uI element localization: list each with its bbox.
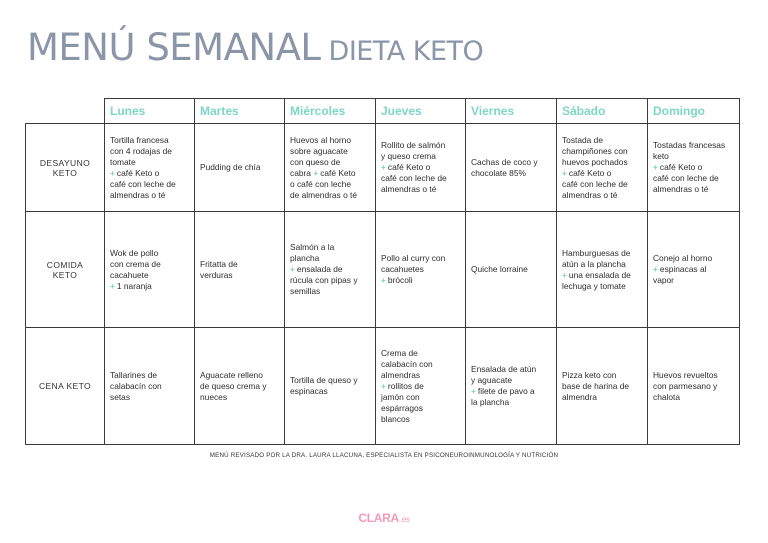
menu-cell-line: + café Keto o [653,162,703,172]
menu-cell-line: + café Keto o [110,167,160,178]
plus-icon: + [381,275,386,285]
plus-icon: + [381,162,386,172]
menu-cell-line: almendras [381,369,421,380]
menu-cell [285,212,376,328]
menu-cell-line: Huevos al horno [290,134,351,145]
menu-cell-line: champiñones con [562,145,628,156]
menu-cell-line: café con leche de [562,178,628,189]
menu-cell-line: Tallarines de [110,369,158,380]
menu-cell-line: almendras o té [653,184,709,194]
menu-cell [195,328,285,445]
menu-cell-line: Cachas de coco y [471,156,538,167]
menu-cell-line: base de harina de [562,380,630,391]
plus-icon: + [381,380,386,391]
menu-cell-line: Pizza keto con [562,369,617,380]
clara-logo [0,511,768,525]
menu-cell-line: rúcula con pipas y [290,275,358,285]
meal-label-line: DESAYUNO [39,157,91,168]
menu-cell-line: Hamburguesas de [562,247,631,258]
menu-cell-line: + café Keto o [562,167,612,178]
day-header-sabado: Sábado [557,99,648,124]
logo-name: CLARA [358,511,399,525]
plus-icon: + [562,269,567,280]
menu-cell-line: Tostada de [562,134,603,145]
menu-cell-line: keto [653,151,669,161]
plus-icon: + [313,167,319,178]
menu-cell-line: setas [110,391,131,402]
menu-cell [466,328,557,445]
menu-cell-line: de queso crema y [200,380,267,391]
reviewer-note: MENÚ REVISADO POR LA DRA. LAURA LLACUNA, ESPECIALISTA EN PSICONEUROINMUNOLOGÍA Y NUTRICIÓN [209,452,559,459]
menu-cell-line: Rollito de salmón [381,140,446,150]
plus-icon: + [653,162,658,172]
menu-cell-line: + filete de pavo a [471,386,535,396]
plus-icon: + [110,280,115,291]
menu-cell-line: + espinacas al [653,264,707,274]
plus-icon: + [562,167,567,178]
menu-cell-line: + café Keto o [381,162,431,172]
menu-cell-line: tomate [110,156,136,167]
meal-label-line: KETO [52,167,78,178]
dinner-row [26,328,740,445]
menu-cell-line: Tortilla de queso y [290,375,358,385]
menu-cell-line: café con leche de [381,173,447,183]
menu-cell-line: con queso de [290,156,341,167]
menu-cell-line: espinacas [290,386,328,396]
menu-cell-line: lechuga y tomate [562,280,626,291]
menu-cell-line: Huevos revueltos [653,369,718,380]
menu-cell-line: café con leche de [653,173,719,183]
day-header-miercoles: Miércoles [285,99,376,124]
menu-cell [648,328,740,445]
menu-cell-line: vapor [653,275,674,285]
day-header-domingo: Domingo [648,99,740,124]
menu-cell [195,212,285,328]
menu-cell-line: cacahuete [110,269,149,280]
menu-cell [648,212,740,328]
menu-cell [195,124,285,212]
plus-icon: + [290,264,295,274]
menu-cell-line: y aguacate [471,375,512,385]
menu-cell-line: calabacín con [110,380,162,391]
menu-cell-line: Salmón a la [290,242,335,252]
menu-cell-line: atún a la plancha [562,258,626,269]
menu-cell-line: la plancha [471,397,510,407]
meal-label [26,212,105,328]
menu-cell-line: huevos pochados [562,156,628,167]
menu-cell-line: Fritatta de [200,258,238,269]
menu-cell [557,212,648,328]
menu-cell-line: + ensalada de [290,264,343,274]
menu-cell-line: con parmesano y [653,380,718,391]
lunch-row [26,212,740,328]
menu-cell-line: cabra + café Keto [290,167,356,178]
menu-cell-line: + brócoli [381,275,413,285]
plus-icon: + [471,386,476,396]
menu-cell-line: chocolate 85% [471,167,526,178]
logo-suffix: .es [399,515,410,524]
menu-cell-line: nueces [200,391,228,402]
menu-cell-line: + rollitos de [381,380,424,391]
menu-cell-line: + una ensalada de [562,269,631,280]
corner-cell [26,99,105,124]
menu-cell [105,212,195,328]
menu-cell-line: Tortilla francesa [110,134,169,145]
meal-label-line: COMIDA [46,259,84,270]
menu-cell [285,124,376,212]
menu-cell-line: con crema de [110,258,161,269]
day-header-lunes: Lunes [105,99,195,124]
menu-cell-line: Aguacate relleno [200,369,263,380]
menu-cell-line: calabacín con [381,358,433,369]
menu-cell-line: + 1 naranja [110,280,152,291]
menu-cell-line: espárragos [381,402,423,413]
menu-cell-line: almendras o té [381,184,437,194]
plus-icon: + [110,167,115,178]
menu-cell [285,328,376,445]
menu-cell [648,124,740,212]
menu-cell-line: almendras o té [562,189,618,200]
title-sub: DIETA KETO [328,36,484,67]
menu-cell-line: Quiche lorraine [471,264,528,274]
meal-label [26,328,105,445]
menu-cell [466,124,557,212]
menu-cell-line: o café con leche [290,178,351,189]
menu-cell-line: chalota [653,391,681,402]
menu-cell-line: Wok de pollo [110,247,159,258]
menu-cell [376,124,466,212]
menu-cell [105,328,195,445]
menu-cell-line: blancos [381,413,410,424]
menu-cell-line: almendra [562,391,597,402]
meal-label [26,124,105,212]
page-title [27,26,483,69]
menu-cell-line: Pudding de chía [200,162,261,172]
menu-cell-line: verduras [200,269,233,280]
breakfast-row [26,124,740,212]
menu-cell [557,124,648,212]
menu-cell-line: Tostadas francesas [653,140,726,150]
day-header-martes: Martes [195,99,285,124]
menu-cell-line: Ensalada de atún [471,364,537,374]
menu-cell-line: con 4 rodajas de [110,145,172,156]
menu-cell [376,212,466,328]
day-header-viernes: Viernes [466,99,557,124]
menu-cell-line: plancha [290,253,320,263]
title-main: MENÚ SEMANAL [27,26,321,69]
menu-cell [466,212,557,328]
menu-cell-line: y queso crema [381,151,436,161]
menu-cell [376,328,466,445]
menu-cell-line: Conejo al horno [653,253,713,263]
menu-cell-line: almendras o té [110,189,166,200]
menu-cell-line: Crema de [381,347,418,358]
plus-icon: + [653,264,658,274]
day-header-jueves: Jueves [376,99,466,124]
meal-label-line: KETO [52,269,78,280]
menu-cell-line: de almendras o té [290,189,358,200]
menu-cell-line: sobre aguacate [290,145,348,156]
meal-label-line: CENA KETO [38,381,92,391]
menu-cell-line: jamón con [381,391,420,402]
day-header-row [26,99,740,124]
menu-cell-line: Pollo al curry con [381,253,446,263]
menu-cell-line: café con leche de [110,178,176,189]
menu-cell [105,124,195,212]
menu-cell-line: cacahuetes [381,264,424,274]
weekly-menu-table [25,98,740,445]
menu-cell [557,328,648,445]
menu-cell-line: semillas [290,286,321,296]
